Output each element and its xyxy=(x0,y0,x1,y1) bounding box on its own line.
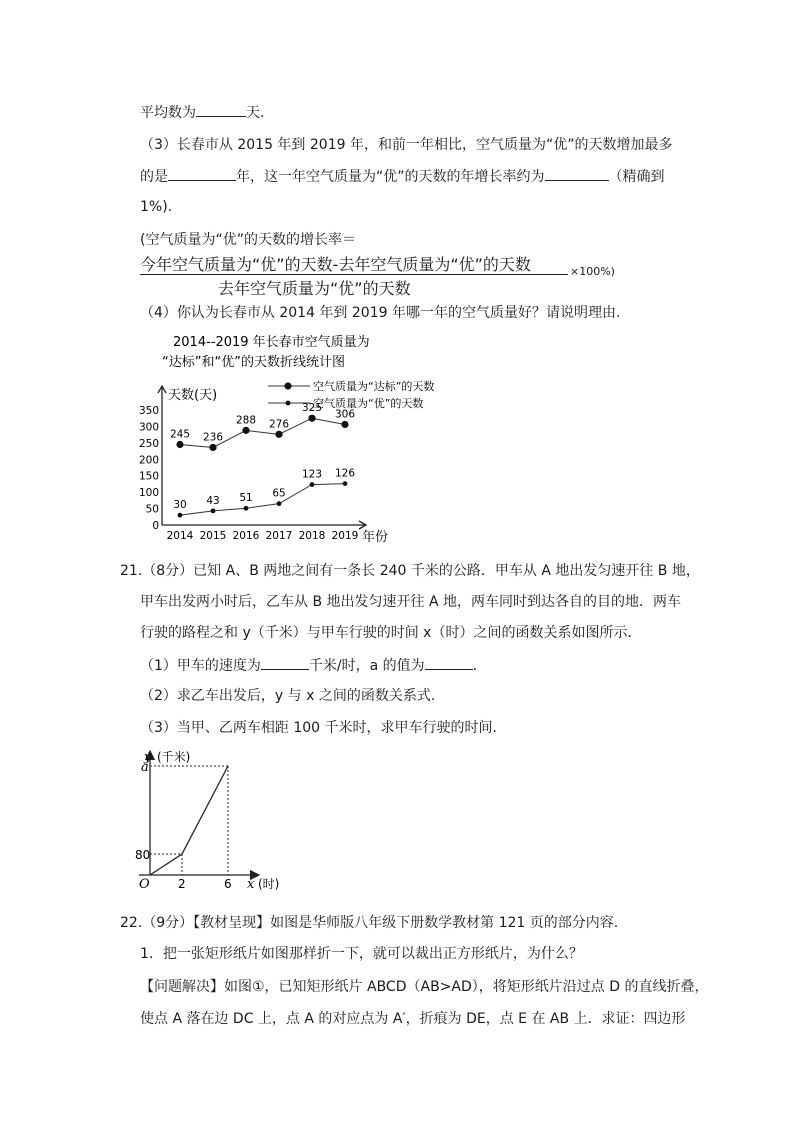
chart-y-tick-label: 50 xyxy=(145,503,159,516)
chart-x-tick-label: 2014 xyxy=(166,530,194,542)
q22-line3: 【问题解决】如图①，已知矩形纸片 ABCD（AB>AD），将矩形纸片沿过点 D 的直线折叠， xyxy=(140,979,709,995)
distance-time-graph xyxy=(135,745,295,895)
chart-y-tick-label: 300 xyxy=(138,421,159,434)
chart-data-label: 43 xyxy=(206,494,220,507)
chart-data-point xyxy=(242,427,249,434)
graph-x-unit: (时) xyxy=(258,877,280,891)
chart-data-label: 276 xyxy=(268,418,290,431)
graph-x-label: x xyxy=(247,877,255,892)
rate-formula-denominator: 去年空气质量为“优”的天数 xyxy=(218,279,411,298)
air-quality-line-chart xyxy=(138,330,435,545)
chart-data-point xyxy=(275,431,282,438)
q21-part1-text-c: . xyxy=(472,658,478,674)
chart-data-label: 245 xyxy=(169,428,191,441)
chart-data-point xyxy=(176,441,183,448)
graph-y-unit: (千米) xyxy=(157,750,191,764)
chart-y-tick-label: 150 xyxy=(138,470,159,483)
chart-data-label: 65 xyxy=(272,487,286,500)
q20-part4: （4）你认为长春市从 2014 年到 2019 年哪一年的空气质量好？请说明理由. xyxy=(140,305,621,321)
chart-data-point xyxy=(209,444,216,451)
chart-data-label: 236 xyxy=(202,431,224,444)
q21-line2: 甲车出发两小时后，乙车从 B 地出发匀速开往 A 地，两车同时到达各自的目的地．两车 xyxy=(140,594,681,610)
chart-data-point xyxy=(341,421,348,428)
graph-y80-label: 80 xyxy=(135,848,151,862)
chart-x-axis-label: 年份 xyxy=(362,530,389,545)
chart-legend-label: 空气质量为“达标”的天数 xyxy=(313,380,435,393)
chart-x-tick-label: 2017 xyxy=(265,530,293,542)
chart-x-tick-label: 2019 xyxy=(331,530,359,542)
chart-data-point xyxy=(343,481,348,486)
chart-data-label: 51 xyxy=(239,492,253,505)
chart-x-tick-label: 2018 xyxy=(298,530,326,542)
rate-formula-label: (空气质量为“优”的天数的增长率＝ xyxy=(140,232,356,248)
chart-data-point xyxy=(277,501,282,506)
q22-line4: 使点 A 落在边 DC 上，点 A 的对应点为 A′，折痕为 DE，点 E 在 AB 上．求证：四边形 xyxy=(140,1011,686,1027)
chart-legend-marker xyxy=(286,401,291,406)
chart-x-tick-label: 2015 xyxy=(199,530,227,542)
chart-y-tick-label: 200 xyxy=(138,454,159,467)
q21-part3: （3）当甲、乙两车相距 100 千米时，求甲车行驶的时间. xyxy=(140,720,497,736)
chart-data-label: 288 xyxy=(235,414,257,427)
q20-part3-text-a: 的是 xyxy=(140,169,168,185)
q20-average-prefix: 平均数为 xyxy=(140,105,196,121)
chart-y-tick-label: 250 xyxy=(138,437,159,450)
q22-line1: 22.（9分）【教材呈现】如图是华师版八年级下册数学教材第 121 页的部分内容. xyxy=(120,915,619,931)
q20-average-suffix: 天. xyxy=(246,105,265,121)
q20-part3-line1: （3）长春市从 2015 年到 2019 年，和前一年相比，空气质量为“优”的天数增加最多 xyxy=(140,137,673,153)
q21-part2: （2）求乙车出发后，y 与 x 之间的函数关系式. xyxy=(140,688,436,704)
q21-line3: 行驶的路程之和 y（千米）与甲车行驶的时间 x（时）之间的函数关系如图所示． xyxy=(140,625,642,641)
chart-data-point xyxy=(178,513,183,518)
answer-blank-a-value[interactable] xyxy=(425,655,473,670)
graph-origin-label: O xyxy=(139,877,150,892)
chart-data-label: 123 xyxy=(301,468,323,481)
chart-y-axis-label: 天数(天) xyxy=(168,388,218,403)
answer-blank-year[interactable] xyxy=(168,166,236,181)
q21-part1-text-b: 千米/时，a 的值为 xyxy=(308,658,425,674)
chart-data-label: 126 xyxy=(334,467,356,480)
chart-data-label: 30 xyxy=(173,499,187,512)
rate-formula-multiplier: ×100%) xyxy=(570,265,615,278)
q20-line-average xyxy=(140,102,264,123)
q21-part1-text-a: （1）甲车的速度为 xyxy=(140,658,261,674)
chart-y-tick-label: 100 xyxy=(138,487,159,500)
chart-data-label: 306 xyxy=(334,408,356,421)
chart-x-tick-label: 2016 xyxy=(232,530,260,542)
answer-blank-speed[interactable] xyxy=(261,655,309,670)
graph-function-line xyxy=(150,766,228,875)
chart-y-tick-label: 350 xyxy=(138,405,159,417)
q20-part3-line2 xyxy=(140,166,665,187)
chart-data-point xyxy=(308,415,315,422)
q20-part3-line3: 1%). xyxy=(140,199,173,215)
graph-x6-label: 6 xyxy=(224,877,232,891)
q21-line1: 21.（8分）已知 A、B 两地之间有一条长 240 千米的公路．甲车从 A 地出发匀速开往 B 地， xyxy=(120,563,700,579)
q20-part3-text-b: 年，这一年空气质量为“优”的天数的年增长率约为 xyxy=(236,169,545,185)
chart-data-point xyxy=(244,506,249,511)
chart-series-line xyxy=(180,484,345,516)
q21-part1 xyxy=(140,655,477,676)
graph-a-label: a xyxy=(141,760,149,775)
rate-formula-numerator: 今年空气质量为“优”的天数-去年空气质量为“优”的天数 xyxy=(140,255,531,274)
answer-blank-average[interactable] xyxy=(196,102,246,117)
chart-title-line2: “达标”和“优”的天数折线统计图 xyxy=(162,355,345,370)
q20-part3-text-c: （精确到 xyxy=(608,169,665,185)
chart-title-line1: 2014--2019 年长春市空气质量为 xyxy=(173,335,370,350)
rate-formula-fraction-bar xyxy=(140,274,568,275)
chart-y-tick-label: 0 xyxy=(152,520,159,532)
answer-blank-rate[interactable] xyxy=(545,166,609,181)
graph-x2-label: 2 xyxy=(178,877,186,891)
chart-legend-marker xyxy=(284,382,291,389)
chart-legend-label: 空气质量为“优”的天数 xyxy=(313,397,424,410)
graph-y-label: y xyxy=(144,750,152,765)
q22-line2: 1．把一张矩形纸片如图那样折一下，就可以裁出正方形纸片，为什么？ xyxy=(140,946,583,962)
chart-data-point xyxy=(211,508,216,513)
chart-data-point xyxy=(310,482,315,487)
chart-data-label: 325 xyxy=(301,402,323,415)
